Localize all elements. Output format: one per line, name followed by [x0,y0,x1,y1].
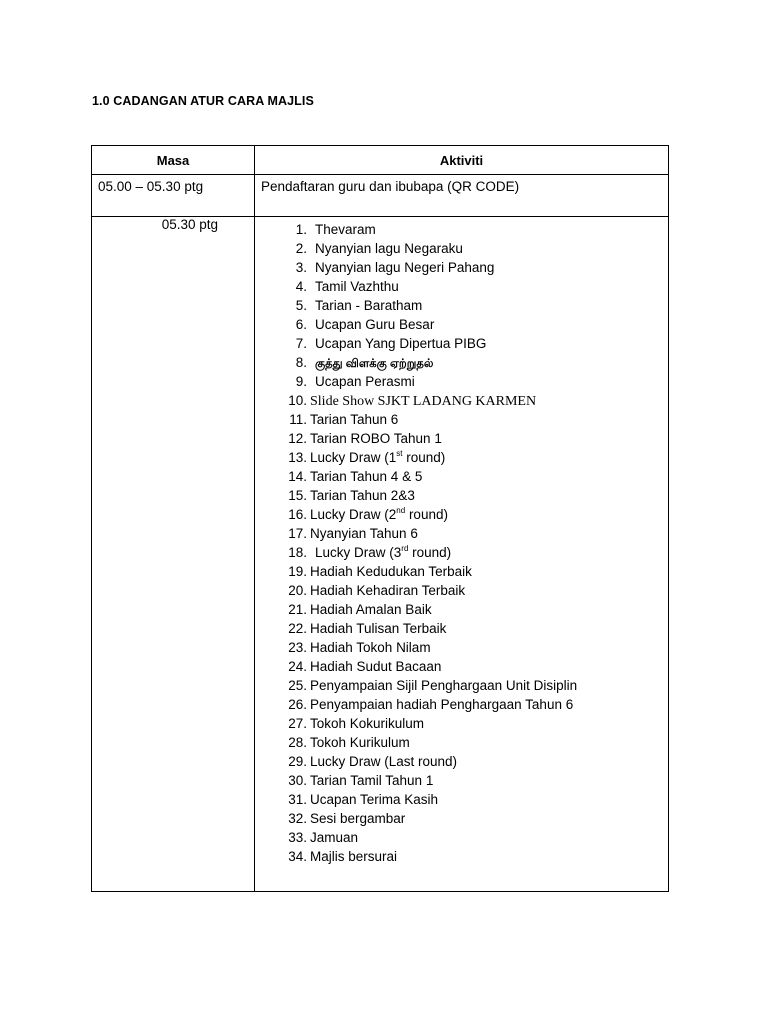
list-item-label: Sesi bergambar [310,811,406,826]
list-item [255,828,668,847]
list-item-label: Nyanyian lagu Negeri Pahang [315,260,495,275]
list-item-text [307,811,405,826]
list-item-number: 12. [288,431,307,446]
list-item [255,847,668,866]
document-heading: 1.0 CADANGAN ATUR CARA MAJLIS [92,94,314,108]
list-item-label-suffix: round) [405,507,448,522]
list-item-label: Hadiah Sudut Bacaan [310,659,442,674]
list-item-label: Hadiah Kehadiran Terbaik [310,583,466,598]
list-item [255,239,668,258]
header-row [92,146,669,175]
list-item-label-suffix: round) [408,545,452,560]
list-item [255,296,668,315]
list-item-text [307,792,438,807]
list-item [255,714,668,733]
list-item-number: 26. [288,697,307,712]
list-item-label: Tarian Tahun 6 [310,412,399,427]
list-item-label: Lucky Draw (3 [315,545,402,560]
list-item-text [307,279,399,294]
list-item-text [307,830,358,845]
list-item [255,771,668,790]
list-item-text [307,469,422,484]
list-item-text [307,507,448,522]
list-item-text [307,374,415,389]
list-item [255,505,668,524]
list-item-number: 5. [295,298,307,313]
list-item-text [307,317,434,332]
list-item-number: 34. [288,849,307,864]
list-item-number: 32. [288,811,307,826]
list-item-label: Nyanyian lagu Negaraku [315,241,463,256]
list-item [255,353,668,372]
list-item-number: 6. [295,317,307,332]
list-item-number: 31. [288,792,307,807]
list-item-number: 21. [288,602,307,617]
activity-list [255,217,668,866]
list-item [255,562,668,581]
list-item [255,809,668,828]
header-aktiviti: Aktiviti [255,146,669,175]
list-item [255,448,668,467]
row1-masa: 05.00 – 05.30 ptg [92,175,255,217]
list-item-text [307,222,376,237]
list-item-text [307,773,433,788]
list-item-number: 8. [295,355,307,370]
list-item-label: Lucky Draw (Last round) [310,754,458,769]
list-item-label: Ucapan Guru Besar [315,317,435,332]
list-item-text [307,488,415,503]
table-row [92,217,669,892]
list-item-label: Hadiah Tulisan Terbaik [310,621,447,636]
list-item-number: 33. [288,830,307,845]
list-item-label: Ucapan Perasmi [315,374,415,389]
list-item-label: Tarian Tahun 4 & 5 [310,469,423,484]
list-item [255,467,668,486]
list-item [255,372,668,391]
list-item-label: Ucapan Terima Kasih [310,792,439,807]
list-item-number: 11. [289,412,307,427]
list-item-text [307,659,441,674]
list-item-number: 22. [288,621,307,636]
list-item-number: 17. [288,526,307,541]
list-item [255,429,668,448]
list-item-number: 23. [288,640,307,655]
list-item-label: Lucky Draw (2 [310,507,397,522]
table-row [92,175,669,217]
header-masa: Masa [92,146,255,175]
list-item-number: 28. [288,735,307,750]
list-item-label: Slide Show SJKT LADANG KARMEN [310,394,537,409]
list-item [255,524,668,543]
list-item-label: Thevaram [315,222,376,237]
list-item-label: Nyanyian Tahun 6 [310,526,418,541]
list-item-text [307,849,397,864]
list-item-text [307,545,451,560]
list-item-text [307,621,446,636]
list-item-number: 15. [288,488,307,503]
list-item-text [307,754,457,769]
list-item-label: Penyampaian hadiah Penghargaan Tahun 6 [310,697,574,712]
list-item-label: Penyampaian Sijil Penghargaan Unit Disiplin [310,678,578,693]
list-item-label: Tokoh Kokurikulum [310,716,425,731]
list-item-number: 9. [295,374,307,389]
list-item-label: Tarian Tamil Tahun 1 [310,773,434,788]
list-item-text [307,678,577,693]
list-item-number: 29. [288,754,307,769]
list-item-number: 30. [288,773,307,788]
list-item-number: 7. [295,336,307,351]
list-item-number: 1. [295,222,307,237]
list-item-number: 14. [288,469,307,484]
list-item-text [307,298,422,313]
list-item [255,410,668,429]
row2-masa-cell [92,217,255,892]
list-item-number: 20. [288,583,307,598]
list-item-text [307,583,465,598]
list-item [255,619,668,638]
list-item [255,334,668,353]
list-item-text [307,716,424,731]
list-item [255,790,668,809]
list-item-label: Jamuan [310,830,359,845]
list-item-label: Tokoh Kurikulum [310,735,410,750]
row2-aktiviti-cell [255,217,669,892]
row2-masa: 05.30 ptg [161,217,218,232]
list-item-text [307,450,445,465]
ordinal-suffix: nd [396,505,406,515]
list-item-label: Lucky Draw (1 [310,450,397,465]
list-item [255,258,668,277]
list-item [255,638,668,657]
list-item-number: 2. [295,241,307,256]
list-item-number: 4. [295,279,307,294]
list-item-text [307,602,432,617]
list-item-number: 16. [288,507,307,522]
list-item-text [307,260,494,275]
list-item-text [307,431,442,446]
list-item-number: 19. [288,564,307,579]
list-item-text [307,640,431,655]
list-item-label: Tarian - Baratham [315,298,423,313]
schedule-table [91,145,669,892]
list-item [255,581,668,600]
list-item-label: Tamil Vazhthu [315,279,399,294]
list-item [255,733,668,752]
list-item-text [307,735,410,750]
list-item-text [307,564,472,579]
list-item [255,676,668,695]
list-item-label: குத்து விளக்கு ஏற்றுதல் [315,358,434,370]
list-item [255,600,668,619]
list-item-number: 27. [288,716,307,731]
row1-aktiviti: Pendaftaran guru dan ibubapa (QR CODE) [255,175,669,217]
list-item-label: Hadiah Amalan Baik [310,602,432,617]
list-item-number: 10. [288,393,307,408]
list-item-label: Tarian Tahun 2&3 [310,488,415,503]
list-item-number: 18. [288,545,307,560]
list-item [255,752,668,771]
list-item-text [307,241,463,256]
ordinal-suffix: st [396,448,403,458]
list-item-number: 24. [288,659,307,674]
list-item [255,315,668,334]
list-item-text [307,336,486,351]
list-item-text [307,526,418,541]
list-item-text [307,394,536,409]
list-item [255,277,668,296]
list-item-text [307,412,398,427]
list-item [255,486,668,505]
list-item-number: 13. [288,450,307,465]
ordinal-suffix: rd [401,543,409,553]
list-item [255,657,668,676]
list-item [255,543,668,562]
list-item [255,220,668,239]
list-item-label: Hadiah Kedudukan Terbaik [310,564,472,579]
list-item-text [307,358,433,370]
list-item [255,695,668,714]
list-item-number: 3. [295,260,307,275]
list-item-label: Hadiah Tokoh Nilam [310,640,431,655]
list-item [255,391,668,410]
list-item-label-suffix: round) [402,450,446,465]
list-item-number: 25. [288,678,307,693]
list-item-label: Majlis bersurai [310,849,398,864]
list-item-label: Ucapan Yang Dipertua PIBG [315,336,487,351]
list-item-text [307,697,573,712]
list-item-label: Tarian ROBO Tahun 1 [310,431,442,446]
